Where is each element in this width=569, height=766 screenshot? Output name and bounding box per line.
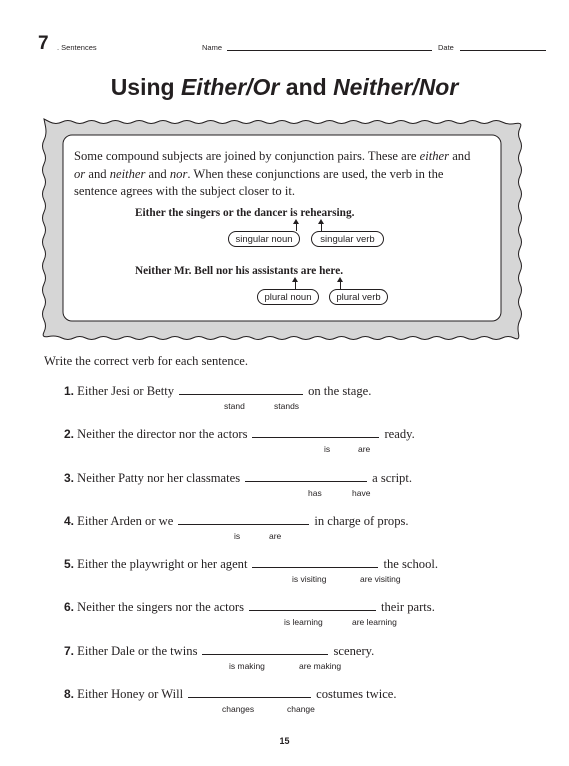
- answer-blank[interactable]: [245, 471, 367, 482]
- example-sentence-1: Either the singers or the dancer is rehearsing.: [135, 207, 355, 219]
- date-field[interactable]: [460, 50, 546, 51]
- label-plural-verb: plural verb: [329, 289, 388, 305]
- choice: change: [287, 704, 315, 714]
- question-6: 6. Neither the singers nor the actors their parts.: [64, 600, 435, 614]
- answer-blank[interactable]: [179, 384, 303, 395]
- choice: is making: [229, 661, 265, 671]
- answer-blank[interactable]: [202, 644, 328, 655]
- choice: are: [269, 531, 282, 541]
- question-2: 2. Neither the director nor the actors ready.: [64, 427, 415, 441]
- question-8: 8. Either Honey or Will costumes twice.: [64, 687, 397, 701]
- choice: is learning: [284, 617, 323, 627]
- answer-blank[interactable]: [252, 557, 378, 568]
- choice: is: [324, 444, 331, 454]
- choice: stand: [224, 401, 245, 411]
- answer-blank[interactable]: [188, 687, 311, 698]
- intro-paragraph: Some compound subjects are joined by conjunction pairs. These are either and or and neither and nor. When these conjunctions are used, the verb in the sentence agrees with the subject closer to it.: [74, 149, 471, 198]
- example-sentence-2: Neither Mr. Bell nor his assistants are here.: [135, 265, 344, 277]
- arrow-up-icon: [295, 280, 296, 289]
- arrow-up-icon: [321, 222, 322, 231]
- answer-blank[interactable]: [249, 600, 376, 611]
- choice: are visiting: [360, 574, 401, 584]
- question-7: 7. Either Dale or the twins scenery.: [64, 644, 375, 658]
- answer-blank[interactable]: [178, 514, 309, 525]
- name-field[interactable]: [227, 50, 432, 51]
- arrow-up-icon: [340, 280, 341, 289]
- page-title: Using Either/Or and Neither/Nor: [110, 74, 459, 100]
- label-singular-noun: singular noun: [228, 231, 300, 247]
- label-singular-verb: singular verb: [311, 231, 384, 247]
- unit-title: . Sentences: [57, 43, 97, 52]
- answer-blank[interactable]: [252, 427, 379, 438]
- date-label: Date: [438, 43, 454, 52]
- choice: have: [352, 488, 371, 498]
- question-5: 5. Either the playwright or her agent the school.: [64, 557, 439, 571]
- name-label: Name: [202, 43, 223, 52]
- choice: are making: [299, 661, 342, 671]
- arrow-up-icon: [296, 222, 297, 231]
- unit-number: 7: [38, 33, 49, 54]
- choice: are learning: [352, 617, 397, 627]
- choice: is visiting: [292, 574, 327, 584]
- choice: stands: [274, 401, 300, 411]
- question-3: 3. Neither Patty nor her classmates a script.: [64, 471, 413, 485]
- question-4: 4. Either Arden or we in charge of props.: [64, 514, 409, 528]
- question-1: 1. Either Jesi or Betty on the stage.: [64, 384, 372, 398]
- choice: has: [308, 488, 322, 498]
- choice: is: [234, 531, 241, 541]
- choice: are: [358, 444, 371, 454]
- page-number: 15: [279, 736, 290, 746]
- instructions: Write the correct verb for each sentence.: [44, 354, 249, 368]
- choice: changes: [222, 704, 255, 714]
- label-plural-noun: plural noun: [257, 289, 319, 305]
